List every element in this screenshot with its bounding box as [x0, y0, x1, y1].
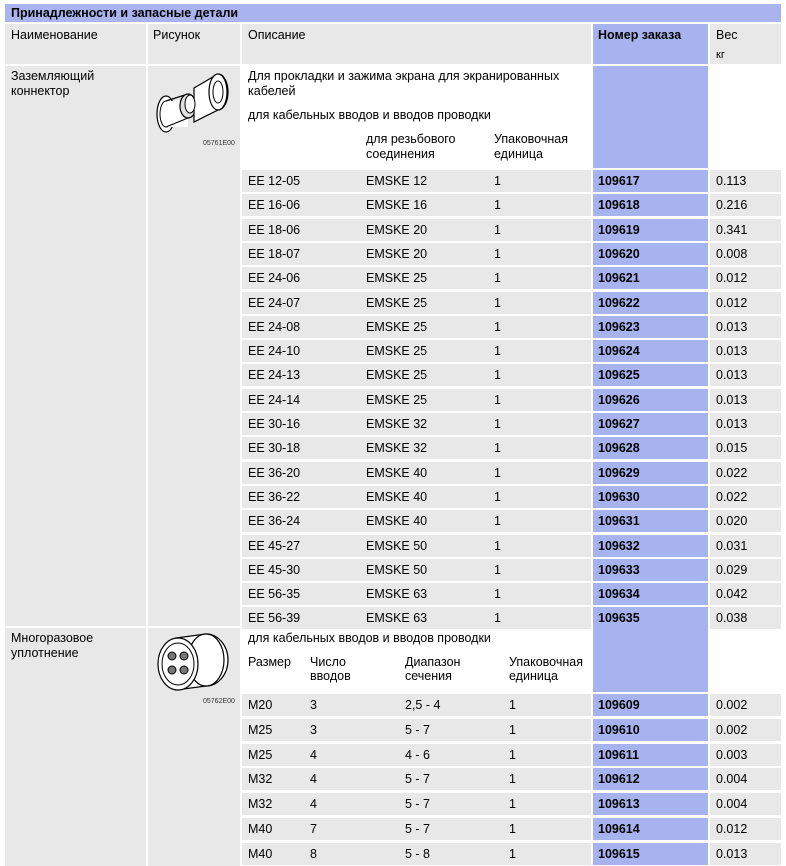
section1-name-line1: Заземляющий: [11, 69, 95, 83]
row-range: 2,5 - 4: [405, 698, 441, 712]
row-qty: 1: [494, 246, 501, 261]
row-weight: 0.341: [716, 222, 748, 237]
row-order-number: 109633: [598, 562, 640, 577]
row-weight: 0.031: [716, 538, 748, 553]
row-size: M40: [248, 846, 273, 861]
row-weight: 0.002: [716, 698, 748, 712]
section2-desc-line1: для кабельных вводов и вводов проводки: [248, 631, 491, 645]
row-weight: 0.004: [716, 797, 748, 812]
row-emske: EMSKE 50: [366, 562, 428, 577]
row-order-number: 109620: [598, 246, 640, 261]
section1-col-pack-2: единица: [494, 147, 543, 161]
row-order-number: 109635: [598, 611, 640, 626]
row-range: 5 - 7: [405, 722, 431, 737]
row-emske: EMSKE 32: [366, 441, 428, 456]
header-weight-unit: кг: [716, 49, 725, 61]
row-type: EE 18-06: [248, 222, 301, 237]
row-qty: 1: [494, 514, 501, 529]
row-type: EE 24-08: [248, 319, 301, 334]
grounding-connector-image: [152, 70, 232, 138]
row-order-number: 109623: [598, 319, 640, 334]
section1-col-pack-1: Упаковочная: [494, 132, 568, 146]
row-emske: EMSKE 12: [366, 174, 428, 188]
row-weight: 0.013: [716, 392, 748, 407]
row-type: EE 30-18: [248, 441, 301, 456]
section1-image-code: 05761E00: [203, 140, 235, 147]
row-qty: 1: [494, 465, 501, 480]
row-weight: 0.022: [716, 465, 748, 480]
section2-col-count-2: вводов: [310, 669, 351, 683]
row-weight: 0.012: [716, 295, 748, 310]
section2-name-line1: Многоразовое: [11, 631, 94, 645]
row-emske: EMSKE 40: [366, 465, 428, 480]
row-order-number: 109626: [598, 392, 640, 407]
row-emske: EMSKE 40: [366, 514, 428, 529]
row-qty: 1: [494, 368, 501, 383]
section2-col-range-2: сечения: [405, 669, 452, 683]
row-type: EE 45-27: [248, 538, 301, 553]
row-qty: 1: [494, 392, 501, 407]
row-qty: 1: [494, 319, 501, 334]
row-qty: 1: [494, 538, 501, 553]
section2-image-code: 05762E00: [203, 698, 235, 705]
section2-order-header-cell: [593, 628, 708, 692]
section1-order-header-cell: [593, 66, 708, 168]
header-name: Наименование: [11, 28, 98, 42]
row-order-number: 109617: [598, 174, 640, 188]
reusable-seal-image: [154, 630, 232, 694]
row-emske: EMSKE 25: [366, 295, 428, 310]
section1-desc-line3: для кабельных вводов и вводов проводки: [248, 108, 491, 122]
section2-name-cell: [5, 628, 146, 866]
section2-col-size: Размер: [248, 655, 291, 669]
row-count: 3: [310, 722, 317, 737]
row-emske: EMSKE 25: [366, 344, 428, 359]
row-size: M32: [248, 797, 273, 812]
row-range: 5 - 7: [405, 772, 431, 787]
row-weight: 0.015: [716, 441, 748, 456]
row-order-number: 109628: [598, 441, 640, 456]
row-type: EE 36-22: [248, 489, 301, 504]
row-emske: EMSKE 25: [366, 319, 428, 334]
row-type: EE 12-05: [248, 174, 301, 188]
section1-name-cell: [5, 66, 146, 626]
row-qty: 1: [494, 587, 501, 602]
header-weight: Вес: [716, 28, 738, 42]
row-weight: 0.013: [716, 417, 748, 431]
row-order-number: 109615: [598, 846, 640, 861]
section1-name-line2: коннектор: [11, 84, 70, 98]
row-weight: 0.113: [716, 174, 747, 188]
row-weight: 0.022: [716, 489, 748, 504]
row-qty: 1: [509, 846, 516, 861]
row-order-number: 109613: [598, 797, 640, 812]
row-qty: 1: [494, 489, 501, 504]
row-qty: 1: [494, 222, 501, 237]
row-weight: 0.013: [716, 344, 748, 359]
row-type: EE 24-13: [248, 368, 301, 383]
row-count: 3: [310, 698, 317, 712]
row-type: EE 24-07: [248, 295, 301, 310]
row-emske: EMSKE 40: [366, 489, 428, 504]
row-qty: 1: [494, 441, 501, 456]
row-order-number: 109618: [598, 198, 640, 213]
row-count: 7: [310, 822, 317, 836]
row-emske: EMSKE 20: [366, 222, 428, 237]
section1-col-thread-1: для резьбового: [366, 132, 456, 146]
row-order-number: 109631: [598, 514, 640, 529]
row-type: EE 36-24: [248, 514, 301, 529]
row-order-number: 109610: [598, 722, 640, 737]
row-order-number: 109612: [598, 772, 640, 787]
page-title: Принадлежности и запасные детали: [11, 6, 239, 20]
row-weight: 0.003: [716, 747, 748, 762]
row-weight: 0.012: [716, 822, 748, 836]
row-qty: 1: [494, 344, 501, 359]
row-type: EE 24-10: [248, 344, 301, 359]
row-order-number: 109609: [598, 698, 640, 712]
row-count: 4: [310, 797, 317, 812]
row-emske: EMSKE 50: [366, 538, 428, 553]
row-weight: 0.020: [716, 514, 748, 529]
section2-name-line2: уплотнение: [11, 646, 79, 660]
row-emske: EMSKE 32: [366, 417, 428, 431]
row-count: 8: [310, 846, 317, 861]
section1-desc-line2: кабелей: [248, 84, 296, 98]
row-weight: 0.013: [716, 846, 748, 861]
row-emske: EMSKE 16: [366, 198, 428, 213]
row-range: 5 - 8: [405, 846, 431, 861]
header-picture: Рисунок: [153, 28, 201, 42]
row-count: 4: [310, 747, 317, 762]
row-qty: 1: [509, 698, 516, 712]
row-qty: 1: [494, 174, 501, 188]
row-type: EE 18-07: [248, 246, 301, 261]
row-weight: 0.012: [716, 271, 748, 286]
row-size: M25: [248, 747, 273, 762]
row-order-number: 109622: [598, 295, 640, 310]
row-order-number: 109630: [598, 489, 640, 504]
section2-col-pack-1: Упаковочная: [509, 655, 583, 669]
row-order-number: 109625: [598, 368, 640, 383]
row-qty: 1: [509, 722, 516, 737]
row-qty: 1: [494, 611, 501, 626]
row-qty: 1: [494, 198, 501, 213]
row-type: EE 30-16: [248, 417, 301, 431]
row-emske: EMSKE 63: [366, 587, 428, 602]
row-count: 4: [310, 772, 317, 787]
row-qty: 1: [494, 295, 501, 310]
row-qty: 1: [494, 417, 501, 431]
row-type: EE 45-30: [248, 562, 301, 577]
row-qty: 1: [509, 797, 516, 812]
row-weight: 0.008: [716, 246, 748, 261]
section2-col-count-1: Число: [310, 655, 346, 669]
row-emske: EMSKE 63: [366, 611, 428, 626]
row-order-number: 109614: [598, 822, 640, 836]
row-range: 5 - 7: [405, 797, 431, 812]
row-order-number: 109627: [598, 417, 640, 431]
row-weight: 0.029: [716, 562, 748, 577]
row-emske: EMSKE 25: [366, 368, 428, 383]
row-order-number: 109629: [598, 465, 640, 480]
row-qty: 1: [494, 562, 501, 577]
row-range: 5 - 7: [405, 822, 431, 836]
row-order-number: 109632: [598, 538, 640, 553]
row-qty: 1: [509, 772, 516, 787]
row-type: EE 56-39: [248, 611, 301, 626]
row-order-number: 109634: [598, 587, 640, 602]
section2-col-range-1: Диапазон: [405, 655, 461, 669]
row-weight: 0.038: [716, 611, 748, 626]
header-description: Описание: [248, 28, 306, 42]
row-qty: 1: [509, 747, 516, 762]
row-order-number: 109619: [598, 222, 640, 237]
row-weight: 0.042: [716, 587, 748, 602]
row-weight: 0.013: [716, 368, 748, 383]
row-range: 4 - 6: [405, 747, 431, 762]
row-weight: 0.004: [716, 772, 748, 787]
row-order-number: 109621: [598, 271, 640, 286]
row-weight: 0.216: [716, 198, 748, 213]
row-size: M20: [248, 698, 273, 712]
section1-desc-line1: Для прокладки и зажима экрана для экранированных: [248, 69, 560, 83]
row-emske: EMSKE 25: [366, 271, 428, 286]
row-type: EE 16-06: [248, 198, 301, 213]
row-type: EE 24-06: [248, 271, 301, 286]
row-order-number: 109611: [598, 747, 640, 762]
row-type: EE 24-14: [248, 392, 301, 407]
header-order: Номер заказа: [598, 28, 682, 42]
row-qty: 1: [509, 822, 516, 836]
row-weight: 0.002: [716, 722, 748, 737]
row-emske: EMSKE 20: [366, 246, 428, 261]
row-weight: 0.013: [716, 319, 748, 334]
row-order-number: 109624: [598, 344, 640, 359]
row-size: M25: [248, 722, 273, 737]
section2-col-pack-2: единица: [509, 669, 558, 683]
row-type: EE 36-20: [248, 465, 301, 480]
section1-col-thread-2: соединения: [366, 147, 435, 161]
row-type: EE 56-35: [248, 587, 301, 602]
row-size: M40: [248, 822, 273, 836]
row-qty: 1: [494, 271, 501, 286]
row-size: M32: [248, 772, 273, 787]
row-emske: EMSKE 25: [366, 392, 428, 407]
